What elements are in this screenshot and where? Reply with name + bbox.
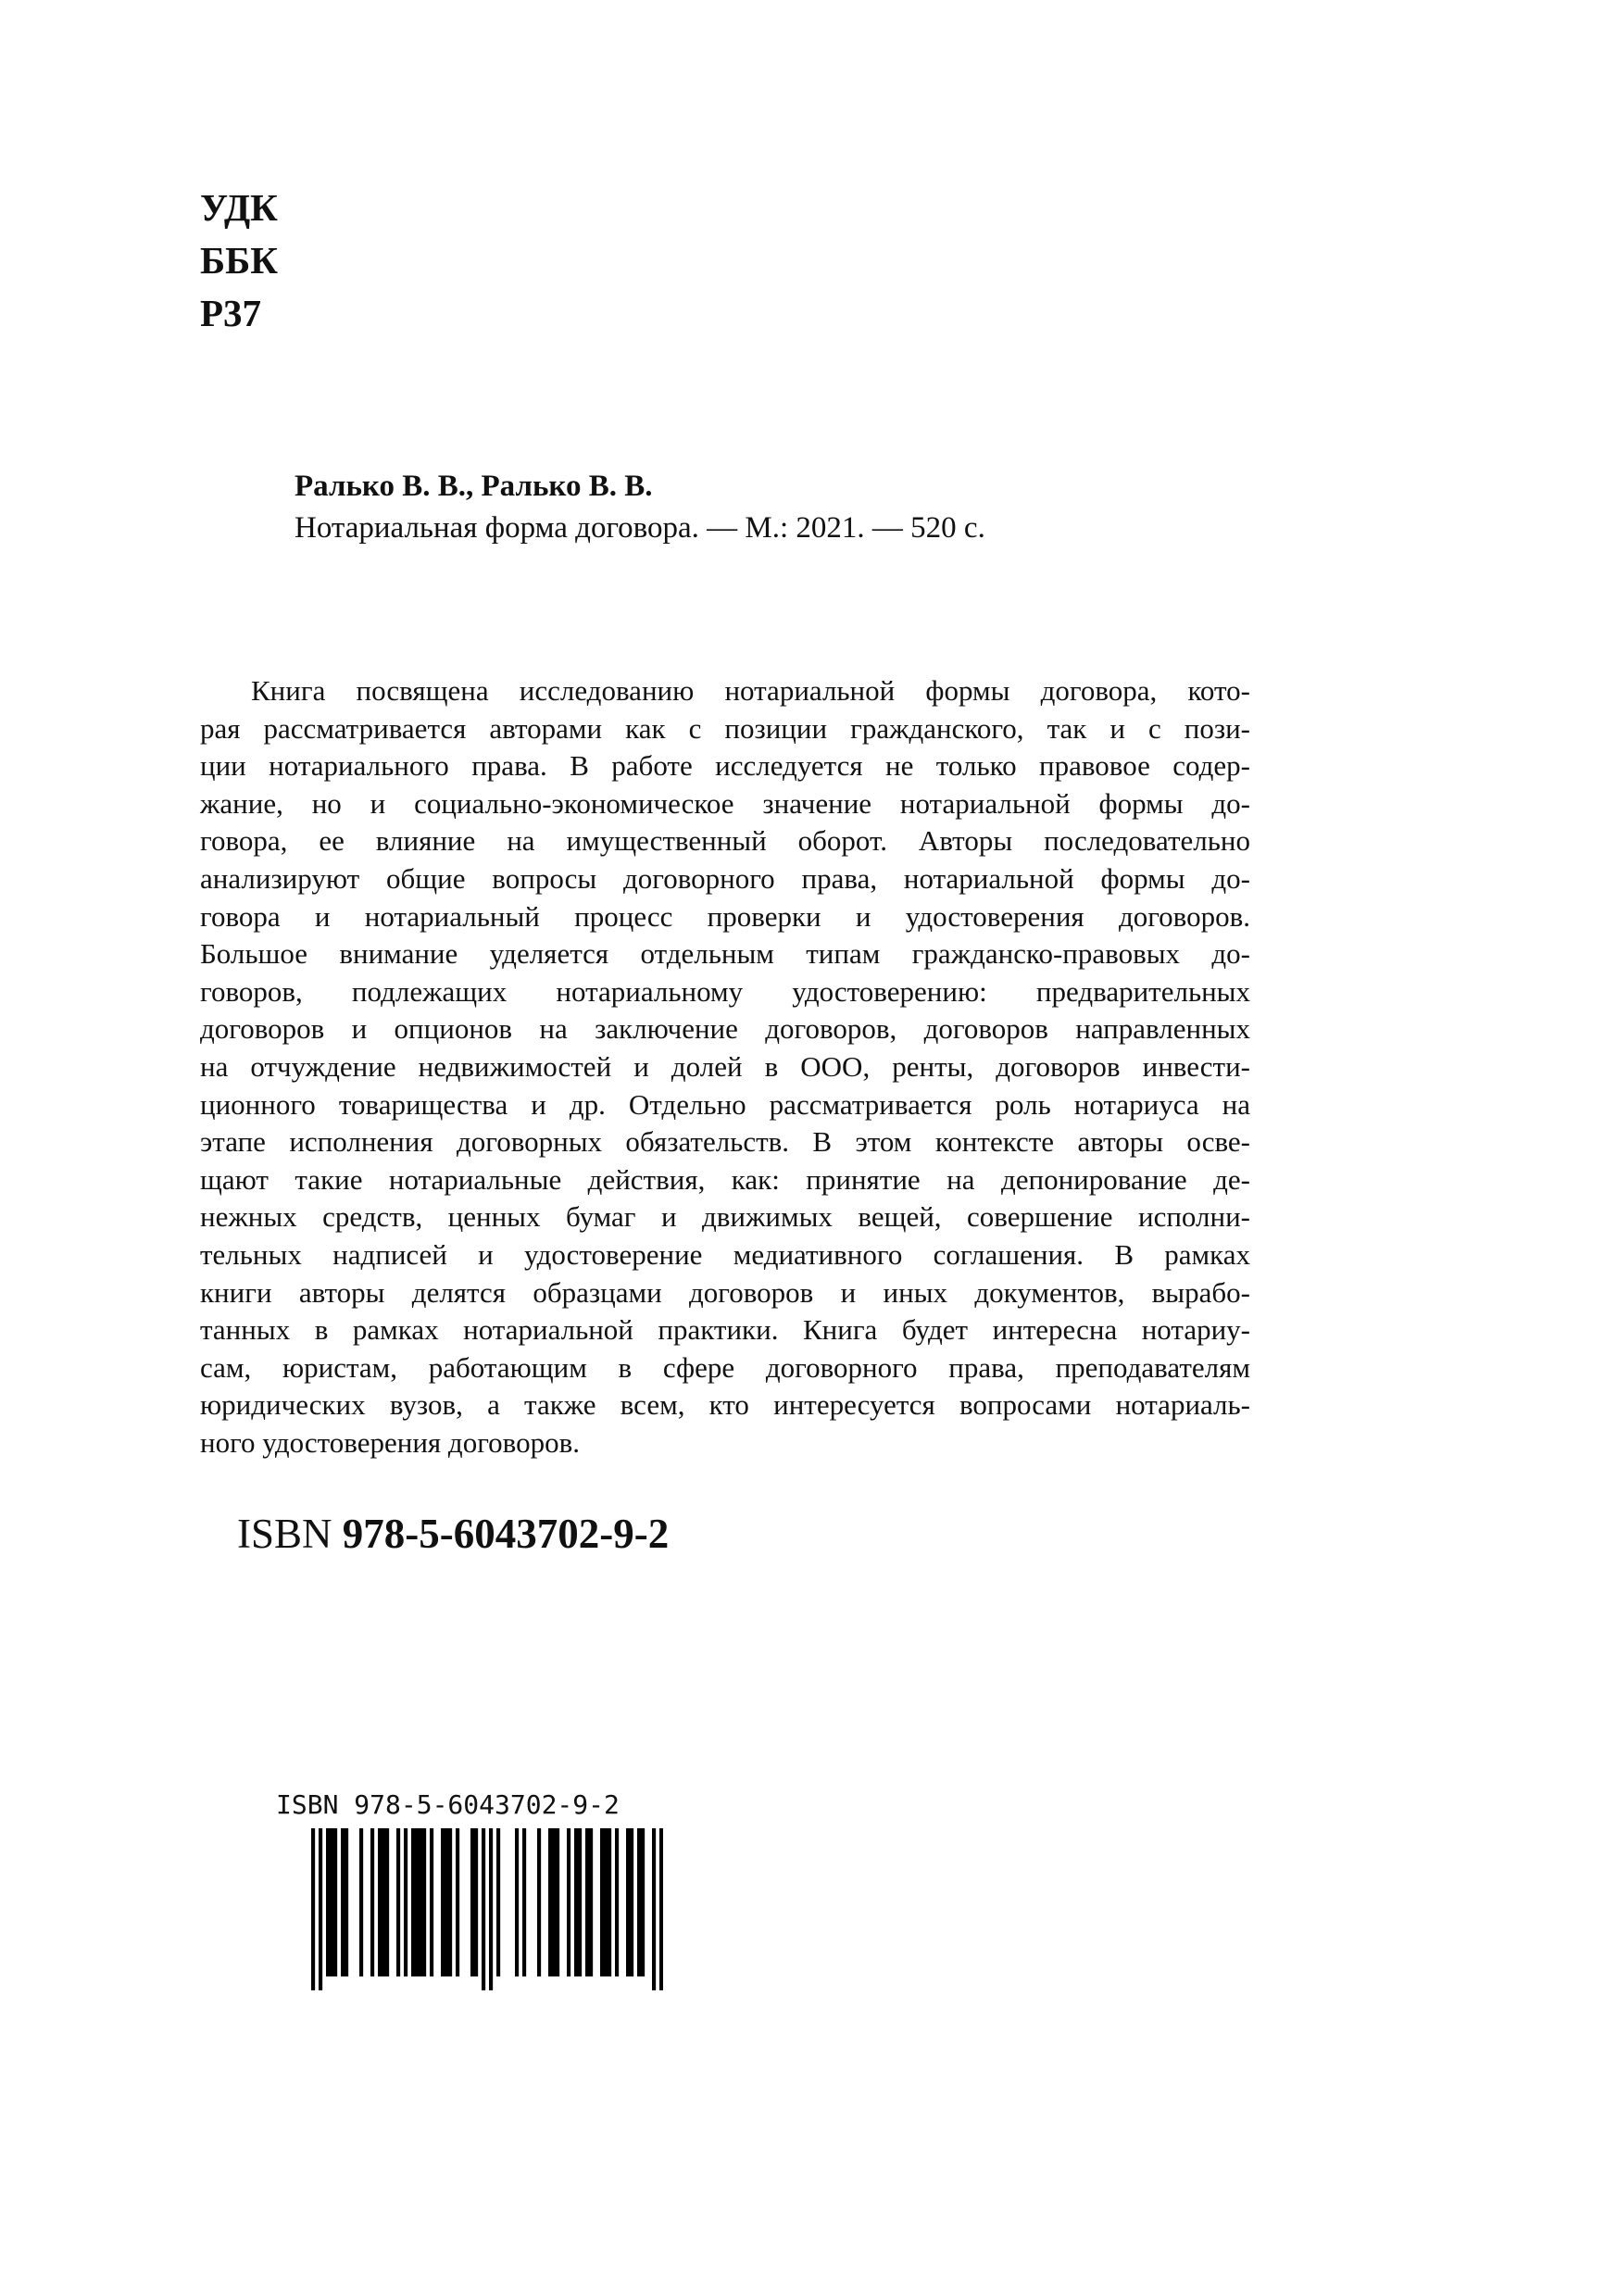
annotation-line: жание, но и социально-экономическое значение нотариальной формы до- <box>200 786 1250 820</box>
barcode-bar <box>626 1828 630 1976</box>
barcode-bar <box>522 1828 526 1976</box>
barcode-bar <box>600 1828 604 1976</box>
barcode-block <box>276 1789 676 1990</box>
barcode-bar <box>608 1828 611 1976</box>
annotation-line: говоров, подлежащих нотариальному удостоверению: предварительных <box>200 974 1250 1008</box>
annotation-line: Большое внимание уделяется отдельным типам гражданско-правовых до- <box>200 937 1250 971</box>
annotation-line: щают такие нотариальные действия, как: принятие на депонирование де- <box>200 1162 1250 1196</box>
barcode-bar <box>330 1828 333 1976</box>
barcode-bar <box>474 1828 478 1976</box>
barcode-bar <box>470 1828 474 1976</box>
barcode-bar <box>445 1828 448 1976</box>
barcode-bar <box>496 1828 500 1976</box>
barcode-bar <box>589 1828 593 1976</box>
isbn-label: ISBN <box>237 1511 332 1557</box>
barcode-bar <box>574 1828 578 1976</box>
barcode-bar <box>311 1828 315 1990</box>
isbn-number: 978-5-6043702-9-2 <box>342 1511 670 1557</box>
annotation-line: анализируют общие вопросы договорного права, нотариальной формы до- <box>200 861 1250 895</box>
annotation-line: ного удостоверения договоров. <box>200 1425 580 1459</box>
barcode-bar <box>482 1828 485 1990</box>
bbk-code: ББК <box>200 239 278 282</box>
annotation <box>200 672 1250 1462</box>
barcode-bar <box>456 1828 459 1976</box>
barcode-bar <box>345 1828 348 1976</box>
barcode-bar <box>441 1828 445 1976</box>
annotation-line: рая рассматривается авторами как с позиции гражданского, так и с пози- <box>200 711 1250 745</box>
annotation-line: ционного товарищества и др. Отдельно рассматривается роль нотариуса на <box>200 1087 1250 1121</box>
isbn-line <box>237 1510 669 1558</box>
barcode-bar <box>319 1828 322 1990</box>
udk-code: УДК <box>200 186 278 229</box>
barcode-bar <box>341 1828 345 1976</box>
barcode-bar <box>382 1828 385 1976</box>
bibliographic-record <box>295 466 985 549</box>
annotation-line: этапе исполнения договорных обязательств. В этом контексте авторы осве- <box>200 1125 1250 1159</box>
barcode-bar <box>422 1828 426 1976</box>
barcode-bar <box>556 1828 559 1976</box>
barcode-bar <box>515 1828 519 1976</box>
barcode-bar <box>411 1828 415 1976</box>
barcode-bar <box>641 1828 645 1976</box>
barcode-bar <box>448 1828 452 1976</box>
barcode-bar <box>578 1828 582 1976</box>
annotation-line: сам, юристам, работающим в сфере договорного права, преподавателям <box>200 1350 1250 1384</box>
barcode-bar <box>567 1828 570 1976</box>
classification-codes <box>200 182 278 340</box>
title-line: Нотариальная форма договора. — М.: 2021. — 520 с. <box>295 511 985 545</box>
barcode-bar <box>548 1828 552 1976</box>
annotation-line: Книга посвящена исследованию нотариальной формы договора, кото- <box>251 674 1250 707</box>
annotation-line: на отчуждение недвижимостей и долей в ООО, ренты, договоров инвести- <box>200 1049 1250 1083</box>
annotation-line: говора и нотариальный процесс проверки и удостоверения договоров. <box>200 899 1250 933</box>
barcode-bar <box>489 1828 493 1990</box>
barcode-bar <box>419 1828 422 1976</box>
annotation-line: танных в рамках нотариальной практики. Книга будет интересна нотариу- <box>200 1313 1250 1347</box>
barcode-bar <box>615 1828 619 1976</box>
barcode-bar <box>396 1828 400 1976</box>
barcode-bar <box>404 1828 407 1976</box>
barcode-bar <box>652 1828 656 1990</box>
barcode-caption: ISBN 978-5-6043702-9-2 <box>276 1789 620 1820</box>
barcode-bar <box>604 1828 608 1976</box>
barcode-bar <box>359 1828 363 1976</box>
barcode-bar <box>637 1828 641 1976</box>
barcode-bar <box>385 1828 389 1976</box>
authors: Ралько В. В., Ралько В. В. <box>295 470 653 503</box>
author-sign: Р37 <box>200 292 262 334</box>
barcode-bar <box>415 1828 419 1976</box>
annotation-line: нежных средств, ценных бумаг и движимых вещей, совершение исполни- <box>200 1200 1250 1234</box>
barcode-bar <box>326 1828 330 1976</box>
barcode-bar <box>378 1828 382 1976</box>
barcode-bar <box>537 1828 541 1976</box>
annotation-line: договоров и опционов на заключение договоров, договоров направленных <box>200 1012 1250 1046</box>
barcode-bar <box>552 1828 556 1976</box>
barcode-bar <box>659 1828 663 1990</box>
annotation-line: юридических вузов, а также всем, кто интересуется вопросами нотариаль- <box>200 1388 1250 1422</box>
barcode-image <box>311 1828 663 1990</box>
annotation-line: ции нотариального права. В работе исследуется не только правовое содер- <box>200 749 1250 783</box>
barcode-bar <box>370 1828 374 1976</box>
barcode-bar <box>430 1828 433 1976</box>
annotation-line: тельных надписей и удостоверение медиативного соглашения. В рамках <box>200 1237 1250 1271</box>
barcode-bar <box>630 1828 633 1976</box>
barcode-bar <box>585 1828 589 1976</box>
annotation-line: книги авторы делятся образцами договоров и иных документов, вырабо- <box>200 1275 1250 1309</box>
annotation-line: говора, ее влияние на имущественный оборот. Авторы последовательно <box>200 824 1250 858</box>
barcode-bar <box>333 1828 337 1976</box>
